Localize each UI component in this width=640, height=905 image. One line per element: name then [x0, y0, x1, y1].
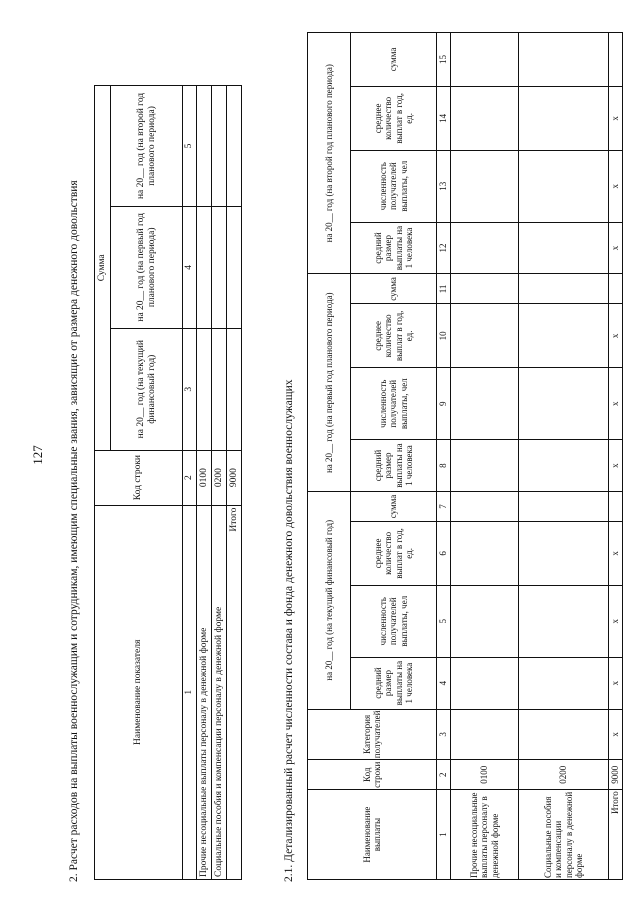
value-cell[interactable]: [451, 709, 519, 760]
table-row: [212, 86, 227, 880]
row-code: 0200: [212, 450, 227, 505]
header-avg-size: средний размер выплаты на 1 человека: [351, 440, 437, 492]
col-num: 2: [183, 450, 197, 505]
total-label: Итого: [227, 505, 242, 879]
col-num: 13: [437, 150, 451, 222]
col-num: 6: [437, 521, 451, 585]
value-cell[interactable]: [519, 150, 609, 222]
header-avg-size: средний размер выплаты на 1 человека: [351, 222, 437, 274]
total-row: [609, 33, 623, 880]
x-mark: x: [609, 585, 623, 657]
table-row: [519, 33, 609, 880]
row-code: 0200: [519, 760, 609, 790]
value-cell[interactable]: [197, 86, 212, 207]
column-numbers-row: [183, 86, 197, 880]
value-cell[interactable]: [451, 440, 519, 492]
value-cell[interactable]: [451, 150, 519, 222]
col-num: 5: [437, 585, 451, 657]
x-mark: x: [609, 86, 623, 150]
header-period-second: на 20__ год (на второй год планового периода): [308, 33, 351, 274]
col-num: 5: [183, 86, 197, 207]
header-year-current: на 20__ год (на текущий финансовый год): [111, 328, 183, 450]
section-2-heading: 2. Расчет расходов на выплаты военнослужащим и сотрудникам, имеющим специальные звания, зависящие от размера денежного довольствия: [68, 180, 80, 882]
header-name: Наименование показателя: [95, 505, 183, 879]
row-name: Прочие несоциальные выплаты персоналу в денежной форме: [197, 505, 212, 879]
rotated-page-content: [0, 20, 640, 890]
total-row: [227, 86, 242, 880]
header-year-first: на 20__ год (на первый год планового периода): [111, 206, 183, 328]
header-period-current: на 20__ год (на текущий финансовый год): [308, 492, 351, 710]
value-cell[interactable]: [609, 274, 623, 304]
value-cell[interactable]: [519, 585, 609, 657]
header-sum: сумма: [351, 274, 437, 304]
col-num: 15: [437, 33, 451, 87]
col-num: 9: [437, 368, 451, 440]
col-num: 14: [437, 86, 451, 150]
page-number: 127: [30, 445, 45, 465]
header-code: Код строки: [95, 450, 183, 505]
row-name: Социальные пособия и компенсации персоналу в денежной форме: [519, 790, 609, 880]
header-recipients: численность получателей выплаты, чел: [351, 585, 437, 657]
header-avg-size: средний размер выплаты на 1 человека: [351, 657, 437, 709]
table-row: [197, 86, 212, 880]
x-mark: x: [609, 440, 623, 492]
value-cell[interactable]: [212, 206, 227, 328]
value-cell[interactable]: [451, 492, 519, 522]
value-cell[interactable]: [609, 33, 623, 87]
x-mark: x: [609, 709, 623, 760]
col-num: 3: [437, 709, 451, 760]
value-cell[interactable]: [519, 709, 609, 760]
header-sum: Сумма: [95, 86, 111, 451]
col-num: 2: [437, 760, 451, 790]
header-code: Код строки: [308, 760, 437, 790]
value-cell[interactable]: [451, 657, 519, 709]
value-cell[interactable]: [451, 585, 519, 657]
value-cell[interactable]: [227, 86, 242, 207]
header-category: Категория получателей: [308, 709, 437, 760]
header-avg-count: среднее количество выплат в год, ед.: [351, 86, 437, 150]
value-cell[interactable]: [451, 521, 519, 585]
total-code: 9000: [609, 760, 623, 790]
col-num: 3: [183, 328, 197, 450]
col-num: 8: [437, 440, 451, 492]
col-num: 12: [437, 222, 451, 274]
x-mark: x: [609, 521, 623, 585]
header-sum: сумма: [351, 492, 437, 522]
value-cell[interactable]: [519, 521, 609, 585]
col-num: 7: [437, 492, 451, 522]
col-num: 1: [437, 790, 451, 880]
value-cell[interactable]: [212, 86, 227, 207]
header-period-first: на 20__ год (на первый год планового периода): [308, 274, 351, 492]
header-avg-count: среднее количество выплат в год, ед.: [351, 521, 437, 585]
value-cell[interactable]: [212, 328, 227, 450]
x-mark: x: [609, 368, 623, 440]
value-cell[interactable]: [451, 304, 519, 368]
col-num: 11: [437, 274, 451, 304]
column-numbers-row: [437, 33, 451, 880]
value-cell[interactable]: [451, 274, 519, 304]
value-cell[interactable]: [197, 206, 212, 328]
value-cell[interactable]: [609, 492, 623, 522]
col-num: 1: [183, 505, 197, 879]
value-cell[interactable]: [519, 86, 609, 150]
row-code: 0100: [451, 760, 519, 790]
value-cell[interactable]: [519, 304, 609, 368]
row-code: 0100: [197, 450, 212, 505]
col-num: 10: [437, 304, 451, 368]
value-cell[interactable]: [227, 206, 242, 328]
value-cell[interactable]: [519, 274, 609, 304]
value-cell[interactable]: [227, 328, 242, 450]
header-year-second: на 20__ год (на второй год планового периода): [111, 86, 183, 207]
value-cell[interactable]: [451, 33, 519, 87]
header-recipients: численность получателей выплаты, чел: [351, 150, 437, 222]
row-name: Прочие несоциальные выплаты персоналу в денежной форме: [451, 790, 519, 880]
value-cell[interactable]: [451, 86, 519, 150]
value-cell[interactable]: [197, 328, 212, 450]
value-cell[interactable]: [519, 440, 609, 492]
col-num: 4: [183, 206, 197, 328]
value-cell[interactable]: [519, 492, 609, 522]
value-cell[interactable]: [451, 368, 519, 440]
expenses-table: [94, 85, 242, 880]
col-num: 4: [437, 657, 451, 709]
header-recipients: численность получателей выплаты, чел: [351, 368, 437, 440]
row-name: Социальные пособия и компенсации персоналу в денежной форме: [212, 505, 227, 879]
header-sum: сумма: [351, 33, 437, 87]
x-mark: x: [609, 304, 623, 368]
x-mark: x: [609, 150, 623, 222]
total-code: 9000: [227, 450, 242, 505]
x-mark: x: [609, 657, 623, 709]
header-avg-count: среднее количество выплат в год, ед.: [351, 304, 437, 368]
total-label: Итого: [609, 790, 623, 880]
table-row: [451, 33, 519, 880]
header-payment-name: Наименование выплаты: [308, 790, 437, 880]
value-cell[interactable]: [519, 222, 609, 274]
value-cell[interactable]: [451, 222, 519, 274]
detailed-calculation-table: [307, 32, 623, 880]
value-cell[interactable]: [519, 657, 609, 709]
x-mark: x: [609, 222, 623, 274]
value-cell[interactable]: [519, 368, 609, 440]
value-cell[interactable]: [519, 33, 609, 87]
section-2-1-heading: 2.1. Детализированный расчет численности состава и фонда денежного довольствия военнослужащих: [283, 379, 295, 882]
